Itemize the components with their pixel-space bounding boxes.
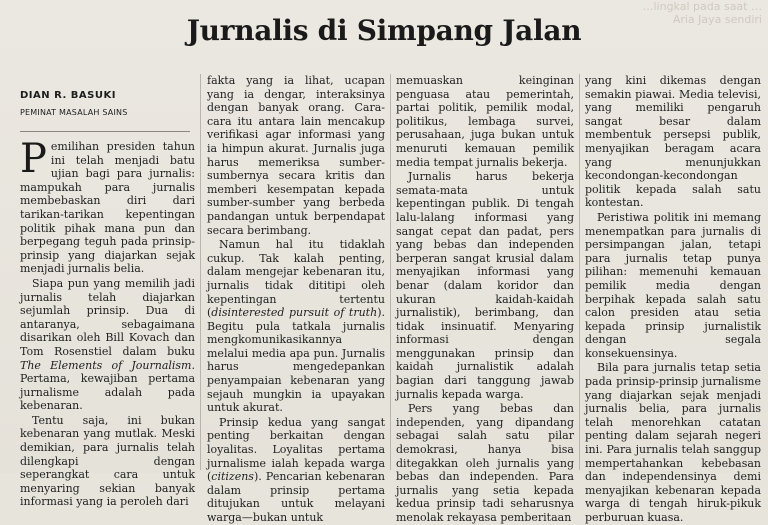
paragraph <box>207 416 385 525</box>
byline-divider <box>20 131 190 132</box>
paragraph-text: Peristiwa politik ini memang menempatkan para jurnalis di persimpangan jalan, tetapi para jurnalis tetap punya pilihan: memenuhi kemauan pemilik media dengan berpihak kepada salah satu calon presiden atau setia kepada prinsip jurnalistik dengan segala konsekuensinya. <box>585 210 761 360</box>
paragraph <box>585 74 761 210</box>
paragraph <box>396 402 574 524</box>
paragraph-text: . Pertama, kewajiban pertama jurnalisme adalah pada kebenaran. <box>20 358 195 413</box>
drop-cap: P <box>20 136 47 182</box>
article-headline: Jurnalis di Simpang Jalan <box>186 14 582 47</box>
adjacent-article-fragment: …lingkal pada saat … Aria Jaya sendiri <box>642 0 762 26</box>
paragraph-text: Prinsip kedua yang sangat penting berkaitan dengan loyalitas. Loyalitas pertama jurnalisme ialah kepada warga ( <box>207 415 385 484</box>
column-divider <box>579 74 580 470</box>
emphasized-term: disinterested pursuit of truth <box>211 306 378 320</box>
paragraph-text: fakta yang ia lihat, ucapan yang ia dengar, interaksinya dengan banyak orang. Cara-cara itu antara lain mencakup verifikasi agar informasi yang ia himpun akurat. Jurnalis juga harus memeriksa sumber-sumbernya secara kritis dan memberi kesempatan kepada sumber-sumber yang berbeda pandangan untuk berpendapat secara berimbang. <box>207 74 385 237</box>
paragraph-text: Namun hal itu tidaklah cukup. Tak kalah penting, dalam mengejar kebenaran itu, jurnalis tidak dititipi oleh kepentingan tertentu ( <box>207 238 385 320</box>
paragraph <box>396 170 574 401</box>
paragraph-text: Bila para jurnalis tetap setia pada prinsip-prinsip jurnalisme yang diajarkan sejak menjadi jurnalis belia, para jurnalis telah menorehkan catatan penting dalam sejarah negeri ini. Para jurnalis telah sanggup mempertahankan kebebasan dan independensinya demi menyajikan kebenaran kepada warga di tengah hiruk-pikuk perburuan kuasa. <box>585 361 761 524</box>
emphasized-term: citizens <box>211 470 254 484</box>
paragraph-text: ). Pencarian kebenaran dalam prinsip pertama ditujukan untuk melayani warga—bukan untuk <box>207 470 385 524</box>
paragraph-text: ). Begitu pula tatkala jurnalis mengkomunikasikannya melalui media apa pun. Jurnalis harus mengedepankan penyampaian kebenaran yang sejauh mungkin ia upayakan untuk akurat. <box>207 306 385 415</box>
paragraph-text: Jurnalis harus bekerja semata-mata untuk kepentingan publik. Di tengah lalu-lalang informasi yang sangat cepat dan padat, pers yang bebas dan independen berperan sangat krusial dalam menyajikan informasi yang benar (dalam koridor dan ukuran kaidah-kaidah jurnalistik), berimbang, dan tidak insinuatif. Menyaring informasi dengan menggunakan prinsip dan kaidah jurnalistik adalah bagian dari tanggung jawab jurnalis kepada warga. <box>396 170 574 401</box>
article-column-2 <box>207 74 385 524</box>
article-column-1 <box>20 136 195 509</box>
paragraph-text: Pers yang bebas dan independen, yang dipandang sebagai salah satu pilar demokrasi, hanya bisa ditegakkan oleh jurnalis yang bebas dan independen. Para jurnalis yang setia kepada kedua prinsip tadi seharusnya menolak rekayasa pemberitaan <box>396 402 574 524</box>
paragraph <box>20 414 195 509</box>
paragraph <box>207 238 385 415</box>
byline <box>20 90 190 117</box>
author-role: PEMINAT MASALAH SAINS <box>20 108 128 117</box>
paragraph <box>20 136 195 276</box>
article-column-4 <box>585 74 761 524</box>
paragraph <box>585 211 761 361</box>
paragraph-text: Siapa pun yang memilih jadi jurnalis telah diajarkan sejumlah prinsip. Dua di antaranya, sebagaimana disarikan oleh Bill Kovach dan Tom Rosenstiel dalam buku <box>20 276 195 358</box>
book-title: The Elements of Journalism <box>20 358 192 372</box>
paragraph-text: memuaskan keinginan penguasa atau pemerintah, partai politik, pemilik modal, politikus, lembaga survei, perusahaan, juga bukan untuk menuruti kemauan pemilik media tempat jurnalis bekerja. <box>396 74 574 169</box>
paragraph <box>585 361 761 524</box>
paragraph <box>207 74 385 237</box>
column-divider <box>390 74 391 470</box>
paragraph-text: Tentu saja, ini bukan kebenaran yang mutlak. Meski demikian, para jurnalis telah dilengkapi dengan seperangkat cara untuk menyaring sekian banyak informasi yang ia peroleh dari <box>20 413 195 509</box>
author-name: DIAN R. BASUKI <box>20 90 116 101</box>
paragraph-text: emilihan presiden tahun ini telah menjadi batu ujian bagi para jurnalis: mampukah para jurnalis membebaskan diri dari tarikan-tarikan kepentingan politik pihak mana pun dan berpegang teguh pada prinsip-prinsip yang diajarkan sejak menjadi jurnalis belia. <box>20 140 195 276</box>
article-column-3 <box>396 74 574 524</box>
paragraph <box>20 277 195 413</box>
paragraph <box>396 74 574 169</box>
column-divider <box>200 74 201 470</box>
paragraph-text: yang kini dikemas dengan semakin piawai. Media televisi, yang memiliki pengaruh sangat besar dalam membentuk persepsi publik, menyajikan beragam acara yang menunjukkan kecondongan-kecondongan politik kepada salah satu kontestan. <box>585 74 761 210</box>
